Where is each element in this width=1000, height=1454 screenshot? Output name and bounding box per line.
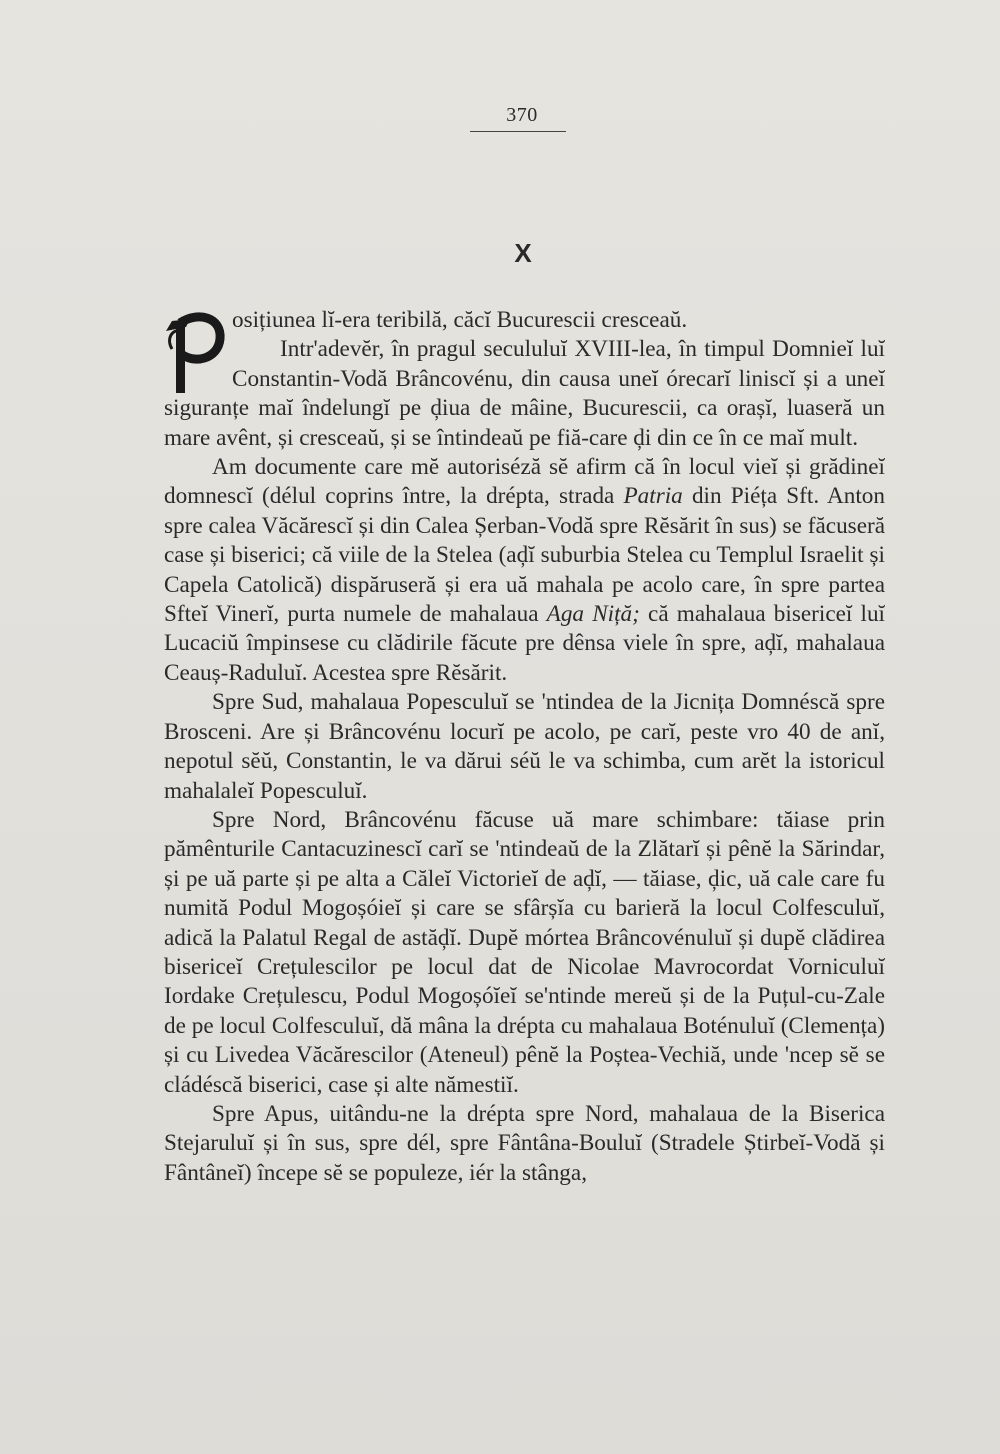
paragraph-3-part-a: Am documente care mĕ autoriséză sĕ afirm că în locul vieĭ și grădineĭ domnescĭ (délul coprins între, la drépta, strada: [164, 454, 885, 510]
paragraph-3-part-b: din Piéța Sft. Anton spre calea Văcărescĭ și din Calea Șerban-Vodă spre Rĕsărit în sus) se făcuseră case și biserici; că viile de la Stelea (aḑĭ suburbia Stelea cu Templul Israelit și Capela Catolică) dispăruseră și era uă mahala pe acolo care, în spre partea Sfteĭ Vinerĭ, purta numele de mahalaua: [164, 483, 885, 628]
paragraph-3-part-c: că mahalaua bisericeĭ luĭ Lucaciŭ împinsese cu clădirile făcute pre dênsa viele în spre, aḑĭ, mahalaua Ceauș-Raduluĭ. Acestea spre Rĕsărit.: [164, 601, 885, 686]
paragraph-1: [164, 306, 885, 335]
paragraph-2: Intr'adevĕr, în pragul secululuĭ XVIII-lea, în timpul Domnieĭ luĭ Constantin-Vodă Brâncovénu, din causa uneĭ órecarĭ liniscĭ și a uneĭ siguranțe maĭ îndelungĭ pe ḑiua de mâine, Bucurescii, ca orașĭ, luaseră un mare avênt, și cresceaŭ, și se întindeaŭ pe fiă-care ḑi din ce în ce maĭ mult.: [164, 336, 885, 451]
page-number-rule: [470, 131, 566, 132]
street-name-patria: Patria: [623, 483, 683, 510]
paragraph-1-text: osițiunea lĭ-era teribilă, căcĭ Bucurescii cresceaŭ.: [232, 307, 688, 333]
body-text: [164, 306, 885, 1188]
section-heading: X: [514, 238, 532, 268]
dropcap-p-icon: [164, 309, 226, 393]
paragraph-4: Spre Sud, mahalaua Popesculuĭ se 'ntindea de la Jicnița Domnéscă spre Brosceni. Are și Brâncovénu locurĭ pe acolo, pe carĭ, peste vro 40 de anĭ, nepotul sĕŭ, Constantin, le va dărui séŭ le va schimba, cum arĕt la istoricul mahalaleĭ Popesculuĭ.: [164, 689, 885, 804]
paragraph-5: Spre Nord, Brâncovénu făcuse uă mare schimbare: tăiase prin pămênturile Cantacuzinescĭ carĭ se 'ntindeaŭ de la Zlătarĭ și pênĕ la Sărindar, și pe uă parte și pe alta a Căleĭ Victorieĭ de aḑĭ, — tăiase, ḑic, uă cale care fu numită Podul Mogoșóieĭ și care se sfârșĭa cu barieră la locul Colfesculuĭ, adică la Palatul Regal de astăḑĭ. Dupĕ mórtea Brâncovénuluĭ și dupĕ clădirea bisericeĭ Crețulescilor pe locul dat de Nicolae Mavrocordat Vorniculuĭ Iordake Crețulescu, Podul Mogoșóĭeĭ se'ntinde mereŭ și de la Puțul-cu-Zale de pe locul Colfesculuĭ, dă mâna la drépta cu mahalaua Boténuluĭ (Clemența) și cu Livedea Văcărescilor (Ateneul) pênĕ la Poștea-Vechiă, unde 'ncep sĕ se cládéscă biserici, case și alte nămestiĭ.: [164, 806, 885, 1098]
mahala-name-aga-nita: Aga Niță;: [546, 601, 640, 628]
page-number: 370: [506, 104, 538, 126]
paragraph-6: Spre Apus, uitându-ne la drépta spre Nord, mahalaua de la Biserica Stejaruluĭ și în sus, spre dél, spre Fântâna-Bouluĭ (Stradele Știrbeĭ-Vodă și Fântâneĭ) începe sĕ se populeze, iér la stânga,: [164, 1100, 885, 1186]
paragraph-3: [164, 453, 885, 688]
